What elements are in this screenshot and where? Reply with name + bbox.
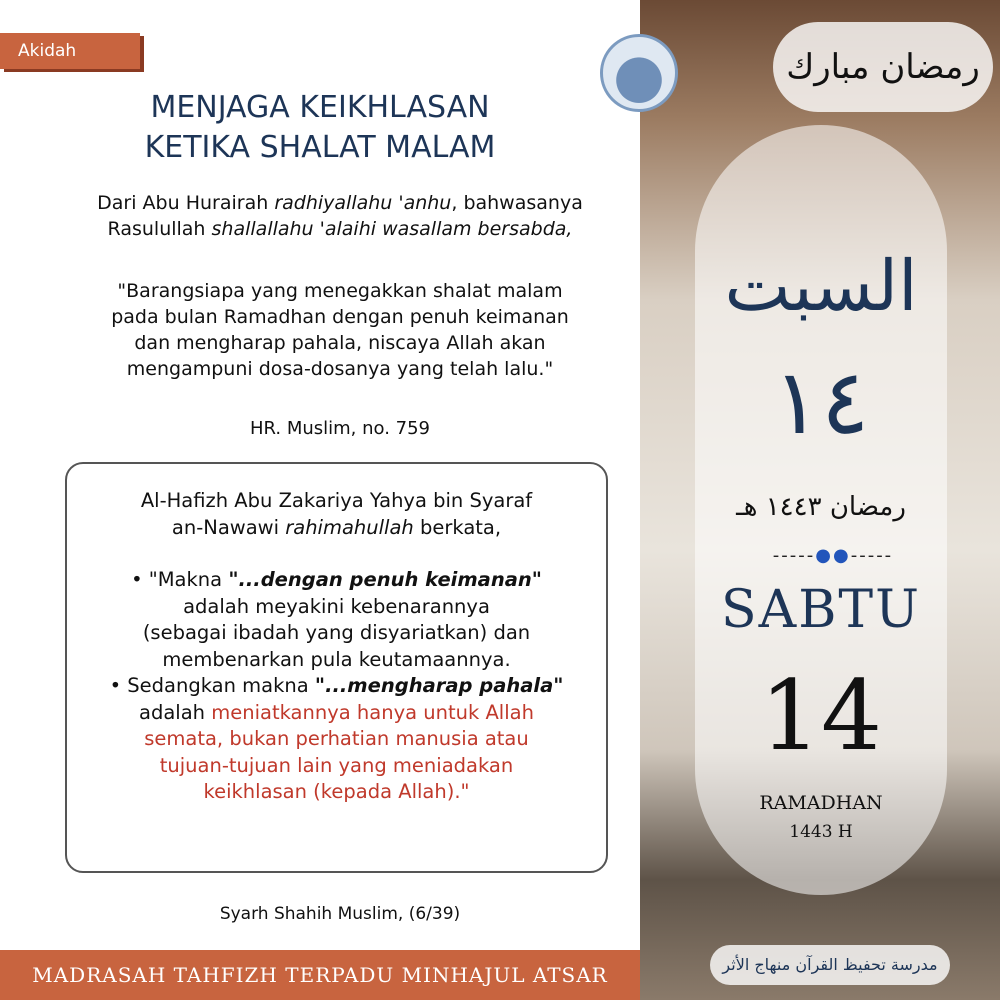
text: • Sedangkan makna [109, 674, 315, 697]
arabic-month: رمضان ١٤٤٣ هـ [736, 492, 906, 522]
month-name: RAMADHAN [759, 792, 883, 814]
text: "...dengan penuh keimanan" [228, 568, 542, 591]
text: meniatkannya hanya untuk Allah [211, 700, 534, 724]
text: mengampuni dosa-dosanya yang telah lalu." [126, 358, 554, 380]
footer-banner: MADRASAH TAHFIZH TERPADU MINHAJUL ATSAR [0, 950, 640, 1000]
text: dan mengharap pahala, niscaya Allah akan [134, 332, 546, 354]
text: adalah [139, 700, 212, 724]
commentary-box [65, 462, 608, 873]
text: , bahwasanya [451, 192, 583, 214]
text: • "Makna [131, 568, 229, 591]
page-title [0, 88, 640, 168]
text: "Barangsiapa yang menegakkan shalat malam [117, 280, 563, 302]
text: Rasulullah [107, 218, 212, 240]
category-tag: Akidah [0, 33, 140, 69]
ramadan-mubarak-calligraphy: رمضان مبارك [773, 22, 993, 112]
text: shallallahu 'alaihi wasallam bersabda, [211, 218, 573, 240]
text: pada bulan Ramadhan dengan penuh keimanan [111, 306, 569, 328]
text: "...mengharap pahala" [314, 674, 564, 697]
text: an-Nawawi [171, 515, 286, 539]
divider: -----●●----- [772, 545, 894, 566]
arabic-day: السبت [724, 245, 918, 327]
title-line: MENJAGA KEIKHLASAN [150, 90, 490, 125]
arabic-date: ١٤ [772, 350, 870, 455]
commentary-source: Syarh Shahih Muslim, (6/39) [219, 904, 461, 924]
date-number: 14 [759, 660, 883, 772]
text: Dari Abu Hurairah [97, 192, 275, 214]
calendar-panel [640, 0, 1000, 1000]
text: keikhlasan (kepada Allah)." [203, 780, 470, 803]
text: (sebagai ibadah yang disyariatkan) dan [142, 621, 531, 644]
text: Al-Hafizh Abu Zakariya Yahya bin Syaraf [140, 489, 533, 512]
text: rahimahullah [285, 515, 414, 539]
hijri-year: 1443 H [789, 822, 853, 842]
day-name: SABTU [721, 580, 921, 640]
text: radhiyallahu 'anhu [274, 192, 452, 214]
madrasah-arabic-name: مدرسة تحفيظ القرآن منهاج الأثر [710, 945, 950, 985]
madrasah-logo [600, 34, 678, 112]
text: tujuan-tujuan lain yang meniadakan [159, 753, 514, 777]
hadith-reference: HR. Muslim, no. 759 [249, 418, 431, 439]
hadith-intro [0, 190, 680, 242]
text: semata, bukan perhatian manusia atau [144, 727, 529, 750]
title-line: KETIKA SHALAT MALAM [144, 130, 496, 165]
text: membenarkan pula keutamaannya. [162, 647, 511, 671]
hadith-text [0, 278, 680, 382]
text: berkata, [413, 515, 502, 539]
text: adalah meyakini kebenarannya [183, 594, 490, 618]
